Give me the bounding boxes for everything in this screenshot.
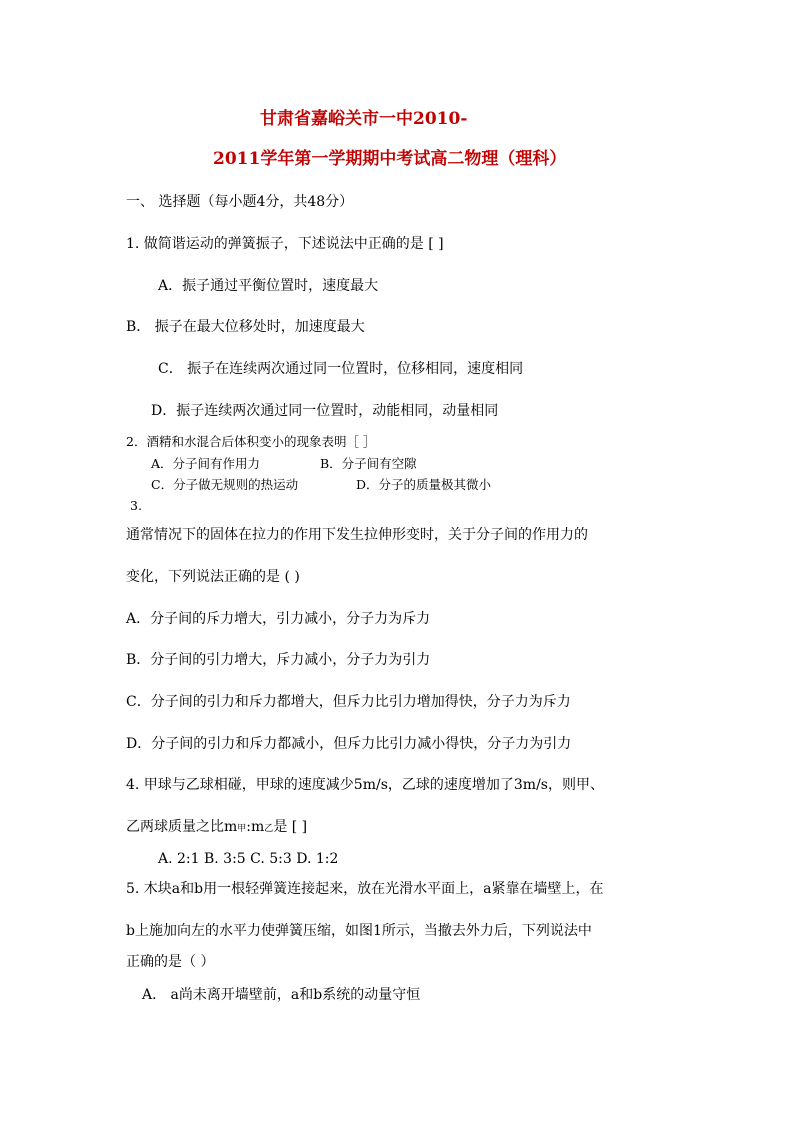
q5-stem-line-3: 正确的是（ ） bbox=[126, 954, 215, 970]
q1-option-d: D．振子连续两次通过同一位置时，动能相同，动量相同 bbox=[151, 403, 499, 419]
q4-sub-jia: 甲 bbox=[237, 824, 247, 834]
title-line-1: 甘肃省嘉峪关市一中2010- bbox=[260, 109, 468, 129]
q4-options: A. 2:1 B. 3:5 C. 5:3 D. 1:2 bbox=[158, 851, 339, 867]
q4-stem-line-1: 4. 甲球与乙球相碰，甲球的速度减少5m/s，乙球的速度增加了3m/s，则甲、 bbox=[126, 777, 604, 793]
q4-stem-post: 是 [ ] bbox=[273, 819, 308, 835]
q1-option-b: B． 振子在最大位移处时，加速度最大 bbox=[126, 319, 365, 335]
q3-number: 3. bbox=[130, 498, 142, 513]
q2-option-c: C．分子做无规则的热运动 bbox=[151, 477, 299, 492]
q5-stem-line-2: b上施加向左的水平力使弹簧压缩，如图1所示，当撤去外力后，下列说法中 bbox=[126, 923, 592, 939]
q1-stem: 1. 做简谐运动的弹簧振子，下述说法中正确的是 [ ] bbox=[126, 236, 444, 252]
q1-option-c: C． 振子在连续两次通过同一位置时，位移相同，速度相同 bbox=[158, 361, 524, 377]
q2-option-a: A．分子间有作用力 bbox=[151, 456, 261, 471]
q5-stem-line-1: 5. 木块a和b用一根轻弹簧连接起来，放在光滑水平面上，a紧靠在墙壁上，在 bbox=[126, 881, 604, 897]
q5-option-a: A． a尚未离开墙壁前，a和b系统的动量守恒 bbox=[142, 987, 421, 1003]
q4-stem-mid: :m bbox=[246, 819, 265, 835]
q4-stem-line-2 bbox=[126, 818, 307, 838]
q3-stem-line-2: 变化，下列说法正确的是 ( ) bbox=[126, 569, 300, 585]
title-line-2: 2011学年第一学期期中考试高二物理（理科） bbox=[213, 149, 567, 169]
q3-option-a: A．分子间的斥力增大，引力减小，分子力为斥力 bbox=[126, 611, 431, 627]
q3-option-d: D．分子间的引力和斥力都减小，但斥力比引力减小得快，分子力为引力 bbox=[126, 736, 572, 752]
q2-stem: 2．酒精和水混合后体积变小的现象表明［ ］ bbox=[126, 434, 376, 449]
q2-option-b: B．分子间有空隙 bbox=[320, 456, 417, 471]
q3-option-c: C．分子间的引力和斥力都增大，但斥力比引力增加得快，分子力为斥力 bbox=[126, 694, 571, 710]
q4-stem-pre: 乙两球质量之比m bbox=[126, 819, 238, 835]
q4-sub-yi: 乙 bbox=[264, 824, 274, 834]
section-heading: 一、 选择题（每小题4分，共48分） bbox=[126, 194, 354, 210]
q3-stem-line-1: 通常情况下的固体在拉力的作用下发生拉伸形变时，关于分子间的作用力的 bbox=[126, 527, 588, 543]
q3-option-b: B．分子间的引力增大，斥力减小，分子力为引力 bbox=[126, 652, 431, 668]
q2-option-d: D．分子的质量极其微小 bbox=[356, 477, 492, 492]
q1-option-a: A．振子通过平衡位置时，速度最大 bbox=[158, 278, 379, 294]
